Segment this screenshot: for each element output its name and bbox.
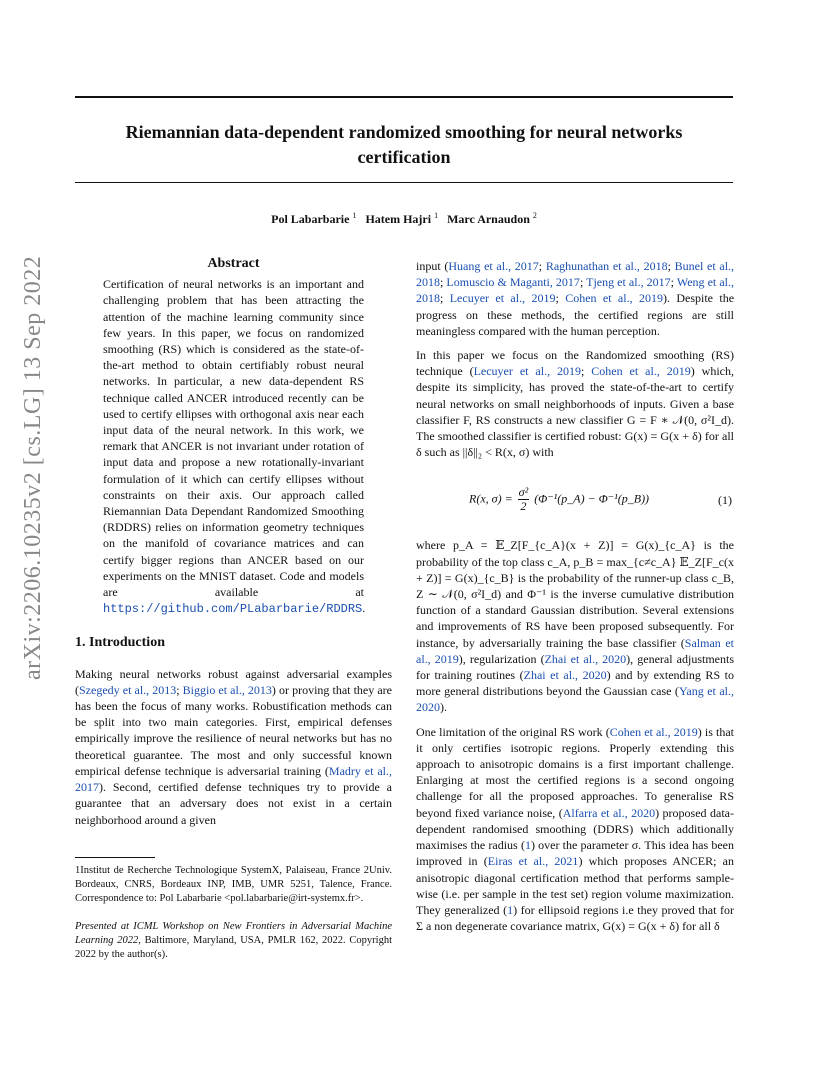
citation-link[interactable]: Lecuyer et al., 2019 (449, 291, 556, 306)
limitation-paragraph (416, 724, 734, 935)
citation-link[interactable]: Zhai et al., 2020 (523, 668, 607, 683)
text-run: ). Despite the progress on these methods, the certified regions are still meaningless compared with the human perception. (416, 291, 735, 338)
rs-paragraph: In this paper we focus on the Randomized smoothing (RS) technique (Lecuyer et al., 2019; Cohen et al., 2019) which, despite its simplicity, has proved the state-of-the-art to certify neural networks on small neighborhoods of inputs. Given a base classifier F, RS constructs a new classifier G = F ∗ 𝒩(0, σ²I_d). The smoothed classifier is certified robust: G(x) = G(x + δ) for all δ such as ||δ||₂ < R(x, σ) with (416, 348, 734, 460)
right-column (416, 258, 734, 942)
citation-link[interactable]: Szegedy et al., 2013 (79, 682, 177, 697)
related-work-paragraph: input (Huang et al., 2017; Raghunathan et al., 2018; Bunel et al., 2018; Lomuscio & Maganti, 2017; Tjeng et al., 2017; Weng et al., 2018; Lecuyer et al., 2019; Cohen et al., 2019). Despite the progress on these methods, the certified regions are still meaningless compared with the human perception. (416, 259, 735, 338)
equation-reference-link[interactable]: 1 (507, 902, 514, 917)
fraction-denominator: 2 (520, 499, 527, 514)
text-run: ) which proposes ANCER; an anisotropic diagonal certification method that performs sample-wise (i.e. per sample in the test set) region volume maximization. They generalized ( (416, 854, 734, 917)
citation-link[interactable]: Biggio et al., 2013 (182, 682, 272, 697)
citation-link[interactable]: Cohen et al., 2019 (565, 291, 663, 306)
rs-definitions-paragraph (416, 537, 734, 715)
affiliation-footnote: 1Institut de Recherche Technologique SystemX, Palaiseau, France 2Univ. Bordeaux, CNRS, Bordeaux INP, IMB, UMR 5251, Talence, France. Correspondence to: Pol Labarbarie <pol.labarbarie@irt-systemx.fr>. (75, 865, 392, 904)
text-run: In this paper we focus on the Randomized smoothing (RS) technique ( (416, 348, 734, 379)
text-run: ) over the parameter σ. This idea has been improved in ( (416, 838, 734, 869)
citation-link[interactable]: Bunel et al., 2018 (416, 259, 735, 290)
citation-link[interactable]: Madry et al., 2017 (75, 763, 392, 795)
citation-link[interactable]: Lecuyer et al., 2019 (473, 364, 581, 379)
code-link[interactable]: https://github.com/PLabarbarie/RDDRS (103, 602, 363, 617)
section-heading-introduction: 1. Introduction (75, 635, 165, 651)
citation-link[interactable]: Weng et al., 2018 (416, 275, 734, 306)
text-run: ), general adjustments for training routines ( (416, 651, 734, 683)
equation-rhs: (Φ⁻¹(p_A) − Φ⁻¹(p_B)) (534, 491, 650, 506)
text-run: ) or proving that they are has been the focus of many works. Robustification methods can be split into two main categories. First, empirical defenses empirically improve the resilience of neural networks but has no theoretical guarantee. The most and only successful known empirical defense technique is adversarial training ( (75, 682, 392, 778)
title-top-rule (75, 96, 733, 98)
abstract-body (103, 276, 364, 617)
citation-link[interactable]: Yang et al., 2020 (416, 684, 735, 715)
abstract-end: . (362, 601, 366, 616)
venue-rest: , Baltimore, Maryland, USA, PMLR 162, 2022. Copyright 2022 by the author(s). (75, 935, 392, 960)
text-run: ), regularization ( (458, 651, 545, 666)
abstract-text: Certification of neural networks is an important and challenging problem that has been attracting the attention of the machine learning community since few years. In this paper, we focus on randomized smoothing (RS) which is considered as the state-of-the-art method to obtain certifiably robust neural networks. In particular, a new data-dependent RS technique called ANCER introduced recently can be used to certify ellipses with orthogonal axis near each input data of the neural network. In this work, we remark that ANCER is not invariant under rotation of input data and propose a new rotationally-invariant formulation of it which can certify ellipses without constraints on their axis. Our approach called Riemannian Data Dependant Randomized Smoothing (RDDRS) relies on information geometry techniques on the manifold of covariance matrices and can certify bigger regions than ANCER based on our experiments on the MNIST dataset. Code and models are available at (103, 277, 364, 600)
equation-1 (416, 486, 734, 513)
equation-number: (1) (718, 492, 732, 507)
arxiv-side-stamp: arXiv:2206.10235v2 [cs.LG] 13 Sep 2022 (20, 255, 46, 680)
title-bottom-rule (75, 182, 733, 183)
citation-link[interactable]: Alfarra et al., 2020 (562, 805, 656, 820)
title-line-2: certification (357, 147, 451, 167)
text-run: Making neural networks robust against adversarial examples ( (75, 666, 392, 697)
citation-link[interactable]: Tjeng et al., 2017 (586, 275, 671, 290)
footnote (75, 857, 392, 962)
equation-lhs: R(x, σ) = (469, 491, 513, 506)
author-affiliation: 1 (434, 211, 439, 220)
text-run: input ( (416, 259, 449, 273)
author-name: Hatem Hajri (365, 212, 432, 226)
venue-note (75, 920, 392, 962)
equation-body (469, 486, 649, 513)
citation-link[interactable]: Salman et al., 2019 (416, 635, 735, 666)
text-run: ) and by extending RS to more general distributions beyond the Gaussian case ( (416, 668, 734, 699)
text-run: One limitation of the original RS work ( (416, 724, 610, 739)
intro-paragraph (75, 666, 392, 828)
text-run: ) is that it only certifies isotropic regions. Properly extending this approach to anisotropic domains is a first important challenge. Enlarging at most the certified regions is a second ongoing challenge for all the proposed approaches. To generalise RS beyond fixed variance noise, ( (416, 724, 734, 820)
abstract-heading: Abstract (207, 256, 260, 271)
text-run: ) which, despite its simplicity, has proved the state-of-the-art to certify neural networks on small neighborhoods of inputs. Given a base classifier F, RS constructs a new classifier G = F ∗ 𝒩(0, σ²I_d). The smoothed classifier is certified robust: G(x) = G(x + δ) for all δ such as ||δ||₂ < R(x, σ) with (416, 364, 734, 460)
text-run: ). (440, 700, 447, 715)
citation-link[interactable]: Cohen et al., 2019 (591, 364, 691, 379)
citation-link[interactable]: Cohen et al., 2019 (609, 724, 698, 739)
citation-link[interactable]: Zhai et al., 2020 (544, 651, 627, 666)
paper-title (75, 120, 733, 170)
text-run: ). Second, certified defense techniques try to provide a guarantee that an adversary does not exist in a certain neighborhood around a given (75, 780, 392, 827)
author-list (75, 211, 733, 227)
left-column (75, 256, 392, 836)
venue-italic: Presented at ICML Workshop on New Frontiers in Adversarial Machine Learning 2022 (75, 921, 392, 946)
citation-link[interactable]: Raghunathan et al., 2018 (545, 259, 668, 273)
text-run: ) proposed data-dependent randomised smoothing (DDRS) which additionally maximises the radius ( (416, 805, 734, 853)
title-line-1: Riemannian data-dependent randomized smoothing for neural networks (125, 122, 683, 142)
author-affiliation: 1 (352, 211, 357, 220)
citation-link[interactable]: Huang et al., 2017 (448, 259, 539, 273)
equation-reference-link[interactable]: 1 (524, 838, 531, 853)
text-run: ; (176, 682, 183, 697)
citation-link[interactable]: Eiras et al., 2021 (487, 854, 579, 869)
equation-fraction (518, 486, 530, 513)
author-name: Pol Labarbarie (271, 212, 350, 226)
fraction-numerator: σ² (518, 485, 529, 500)
author-name: Marc Arnaudon (447, 212, 530, 226)
footnote-rule (75, 857, 155, 858)
author-affiliation: 2 (532, 211, 537, 220)
text-run: ) for ellipsoid regions i.e they proved that for Σ a non degenerate covariance matrix, G(x) = G(x + δ) for all δ (416, 902, 734, 934)
text-run: where p_A = 𝔼_Z[F_{c_A}(x + Z)] = G(x)_{c_A} is the probability of the top class c_A, p_B = max_{c≠c_A} 𝔼_Z[F_c(x + Z)] = G(x)_{c_B} is the probability of the runner-up class c_B, Z ∼ 𝒩(0, σ²I_d) and Φ⁻¹ is the inverse cumulative distribution function of a standard Gaussian distribution. Several extensions and improvements of RS have been proposed subsequently. For instance, by adversarially training the base classifier ( (416, 538, 734, 650)
citation-link[interactable]: Lomuscio & Maganti, 2017 (446, 275, 580, 290)
